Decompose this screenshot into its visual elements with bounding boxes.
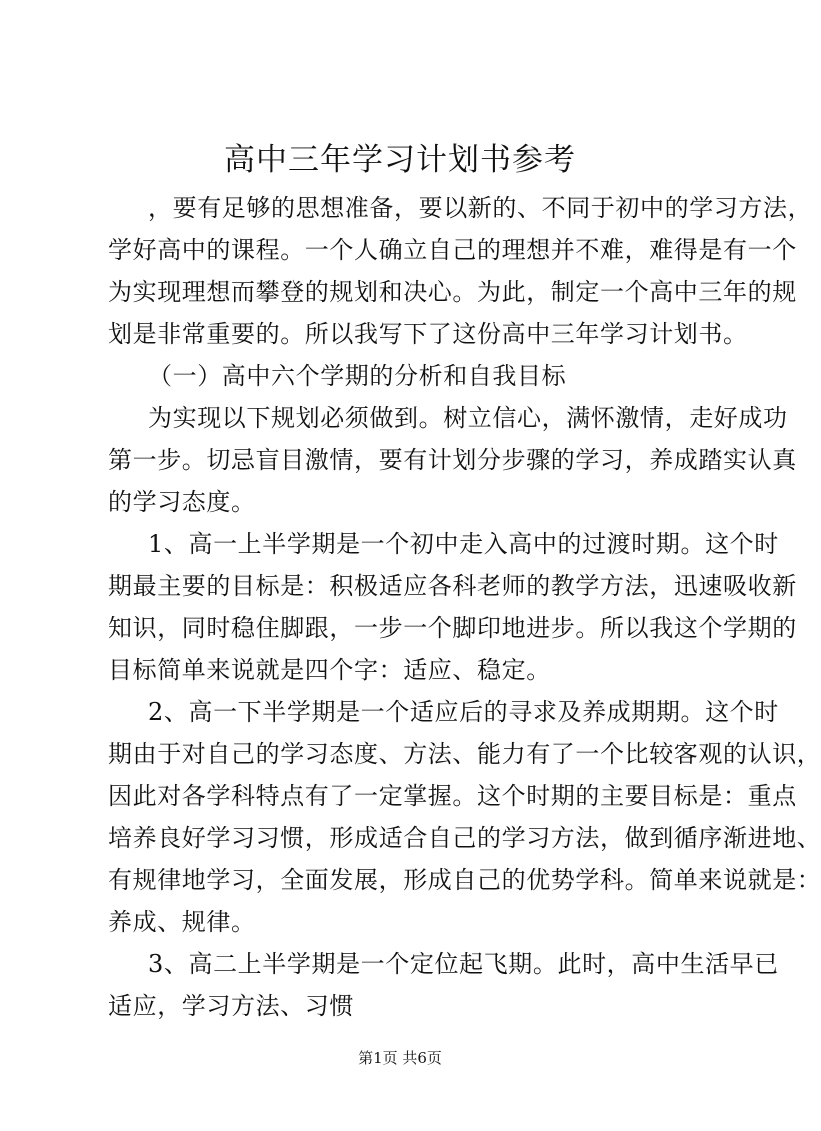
text-line: 为实现理想而攀登的规划和决心。为此，制定一个高中三年的规 (108, 278, 797, 306)
text-line: 有规律地学习，全面发展，形成自己的优势学科。简单来说就是： (108, 866, 821, 894)
text-line: 知识，同时稳住脚跟，一步一个脚印地进步。所以我这个学期的 (108, 614, 797, 642)
section-heading: （一）高中六个学期的分析和自我目标 (148, 362, 567, 390)
text-line: 因此对各学科特点有了一定掌握。这个时期的主要目标是：重点 (108, 782, 797, 810)
text-line: 培养良好学习习惯，形成适合自己的学习方法，做到循序渐进地、 (108, 824, 821, 852)
text-line: 学好高中的课程。一个人确立自己的理想并不难，难得是有一个 (108, 236, 797, 264)
text-line: 1、高一上半学期是一个初中走入高中的过渡时期。这个时 (148, 530, 779, 558)
text-line: 3、高二上半学期是一个定位起飞期。此时，高中生活早已 (148, 950, 779, 978)
page-number-footer: 第1页 共6页 (358, 1049, 442, 1067)
text-line: 期由于对自己的学习态度、方法、能力有了一个比较客观的认识， (108, 740, 821, 768)
text-line-continued: 适应，学习方法、习惯 (108, 992, 354, 1020)
text-line: 划是非常重要的。所以我写下了这份高中三年学习计划书。 (108, 320, 748, 348)
document-title: 高中三年学习计划书参考 (224, 142, 576, 178)
text-line: 期最主要的目标是：积极适应各科老师的教学方法，迅速吸收新 (108, 572, 797, 600)
text-line: ，要有足够的思想准备，要以新的、不同于初中的学习方法， (148, 194, 813, 222)
text-line: 2、高一下半学期是一个适应后的寻求及养成期期。这个时 (148, 698, 779, 726)
text-line: 养成、规律。 (108, 908, 256, 936)
text-line: 为实现以下规划必须做到。树立信心，满怀激情，走好成功 (148, 404, 788, 432)
text-line: 第一步。切忌盲目激情，要有计划分步骤的学习，养成踏实认真 (108, 446, 797, 474)
text-line: 目标简单来说就是四个字：适应、稳定。 (108, 656, 551, 684)
text-line: 的学习态度。 (108, 488, 256, 516)
